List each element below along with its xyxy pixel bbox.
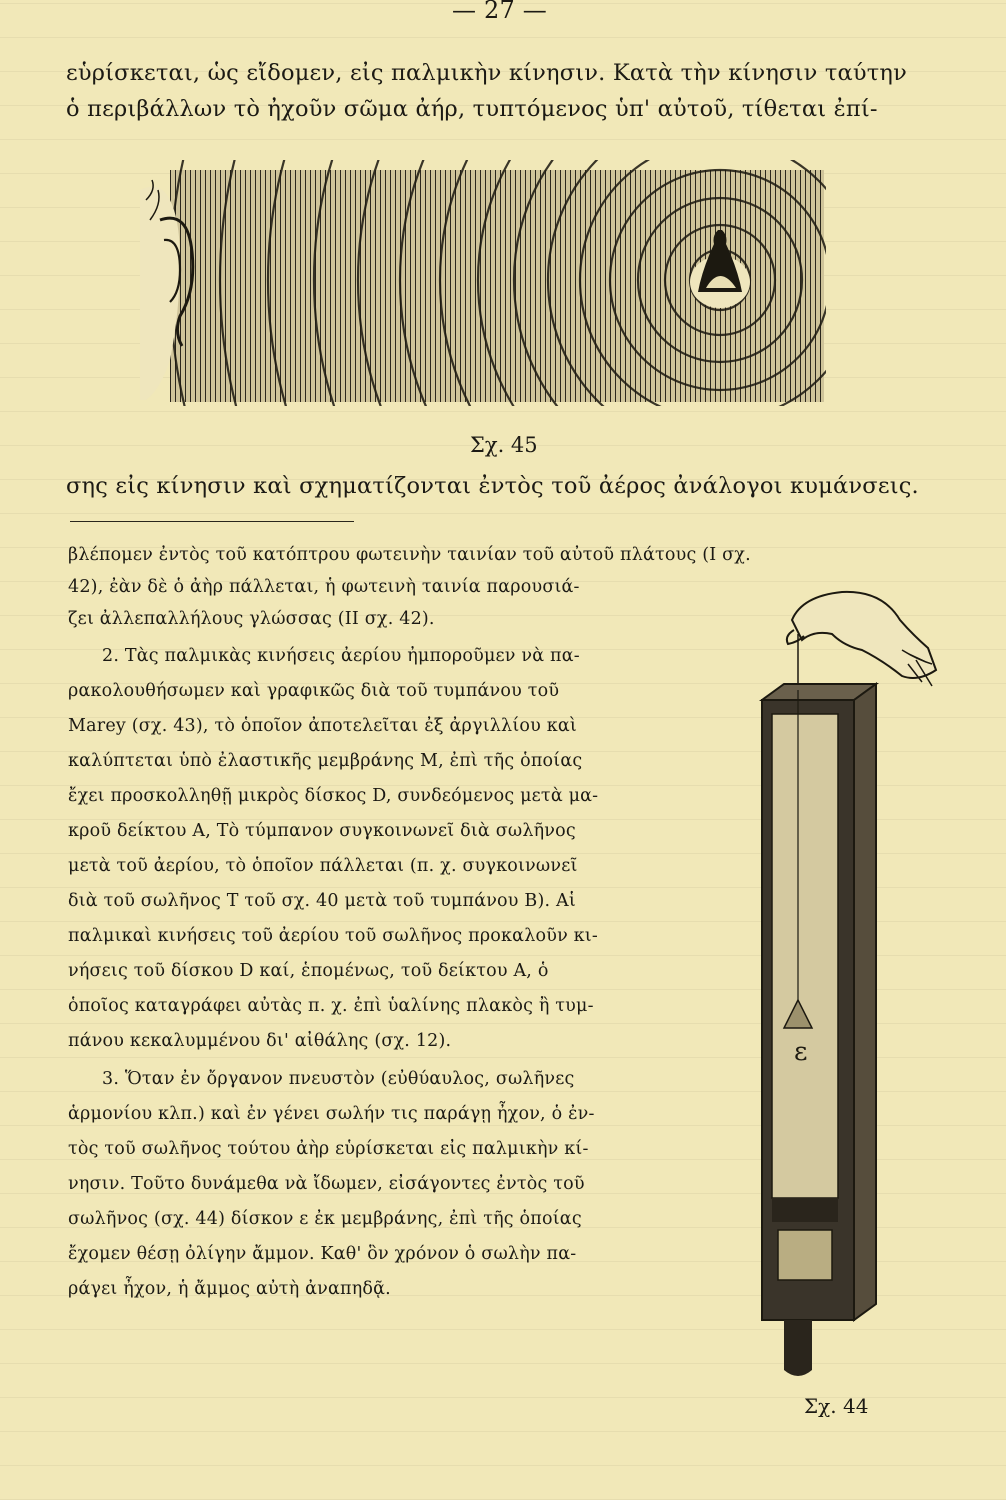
footnote-line: ἔχει προσκολληθῇ μικρὸς δίσκος D, συνδεόμενος μετὰ μα- xyxy=(68,786,599,806)
figure-45-caption: Σχ. 45 xyxy=(470,433,538,457)
footnote-line: νησιν. Τοῦτο δυνάμεθα νὰ ἴδωμεν, εἰσάγοντες ἐντὸς τοῦ xyxy=(68,1174,585,1194)
footnote-line: ρακολουθήσωμεν καὶ γραφικῶς διὰ τοῦ τυμπάνου τοῦ xyxy=(68,681,560,701)
footnote-line: Marey (σχ. 43), τὸ ὁποῖον ἀποτελεῖται ἐξ ἀργιλλίου καὶ xyxy=(68,716,577,736)
footnote-separator xyxy=(70,521,354,522)
figure-44-caption: Σχ. 44 xyxy=(804,1394,869,1418)
footnote-line: πάνου κεκαλυμμένου δι' αἰθάλης (σχ. 12). xyxy=(68,1031,452,1051)
footnote-line: καλύπτεται ὑπὸ ἐλαστικῆς μεμβράνης Μ, ἐπὶ τῆς ὁποίας xyxy=(68,751,583,771)
body-line-2: ὁ περιβάλλων τὸ ἠχοῦν σῶμα ἀήρ, τυπτόμενος ὑπ' αὐτοῦ, τίθεται ἐπί- xyxy=(66,96,878,122)
footnote-line: 2. Τὰς παλμικὰς κινήσεις ἀερίου ἠμποροῦμεν νὰ πα- xyxy=(102,646,580,666)
body-line-1: εὑρίσκεται, ὡς εἴδομεν, εἰς παλμικὴν κίνησιν. Κατὰ τὴν κίνησιν ταύτην xyxy=(66,60,907,86)
footnote-line: ράγει ἦχον, ἡ ἄμμος αὐτὴ ἀναπηδᾷ. xyxy=(68,1279,391,1299)
footnote-line: 42), ἐὰν δὲ ὁ ἀὴρ πάλλεται, ἡ φωτεινὴ ταινία παρουσιά- xyxy=(68,577,580,597)
footnote-line: κροῦ δείκτου Α, Τὸ τύμπανον συγκοινωνεῖ διὰ σωλῆνος xyxy=(68,821,576,841)
page-number: — 27 — xyxy=(452,0,547,24)
footnote-line: νήσεις τοῦ δίσκου D καί, ἑπομένως, τοῦ δείκτου Α, ὁ xyxy=(68,961,549,981)
footnote-line: βλέπομεν ἐντὸς τοῦ κατόπτρου φωτεινὴν ταινίαν τοῦ αὐτοῦ πλάτους (I σχ. xyxy=(68,545,751,565)
figure-44-tube xyxy=(732,590,942,1380)
epsilon-label: ε xyxy=(794,1037,808,1067)
figure-45-sound-waves xyxy=(140,160,826,406)
footnote-line: ζει ἀλλεπαλλήλους γλώσσας (II σχ. 42). xyxy=(68,609,435,629)
body-line-3: σης εἰς κίνησιν καὶ σχηματίζονται ἐντὸς τοῦ ἀέρος ἀνάλογοι κυμάνσεις. xyxy=(66,473,919,499)
footnote-line: σωλῆνος (σχ. 44) δίσκον ε ἐκ μεμβράνης, ἐπὶ τῆς ὁποίας xyxy=(68,1209,582,1229)
footnote-line: 3. Ὅταν ἐν ὄργανον πνευστὸν (εὐθύαυλος, σωλῆνες xyxy=(102,1069,575,1089)
footnote-line: ἔχομεν θέσῃ ὀλίγην ἄμμον. Καθ' ὃν χρόνον ὁ σωλὴν πα- xyxy=(68,1244,577,1264)
footnote-line: διὰ τοῦ σωλῆνος Τ τοῦ σχ. 40 μετὰ τοῦ τυμπάνου Β). Αἱ xyxy=(68,891,576,911)
footnote-line: ἁρμονίου κλπ.) καὶ ἐν γένει σωλήν τις παράγῃ ἦχον, ὁ ἐν- xyxy=(68,1104,595,1124)
footnote-line: παλμικαὶ κινήσεις τοῦ ἀερίου τοῦ σωλῆνος προκαλοῦν κι- xyxy=(68,926,598,946)
footnote-line: μετὰ τοῦ ἀερίου, τὸ ὁποῖον πάλλεται (π. χ. συγκοινωνεῖ xyxy=(68,856,578,876)
tube-body xyxy=(762,599,876,1376)
footnote-line: τὸς τοῦ σωλῆνος τούτου ἀὴρ εὑρίσκεται εἰς παλμικὴν κί- xyxy=(68,1139,589,1159)
footnote-line: ὁποῖος καταγράφει αὐτὰς π. χ. ἐπὶ ὑαλίνης πλακὸς ἢ τυμ- xyxy=(68,996,594,1016)
